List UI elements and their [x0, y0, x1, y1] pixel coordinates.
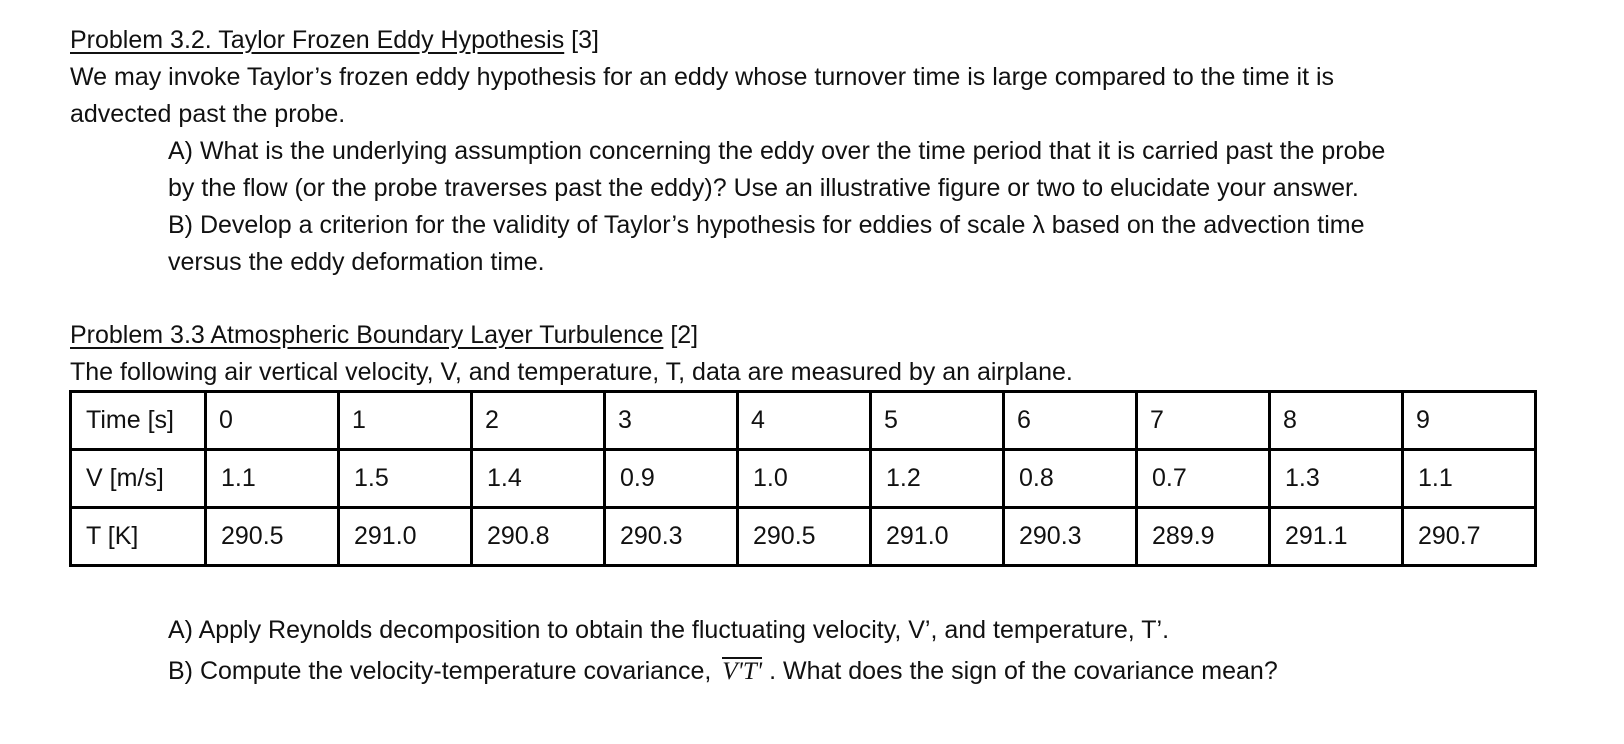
table-cell: 8 — [1270, 392, 1403, 450]
table-cell: 1.0 — [738, 450, 871, 508]
problem-3-2-part-b-line-2: versus the eddy deformation time. — [168, 248, 545, 276]
table-cell: 290.7 — [1403, 508, 1536, 566]
problem-3-2-intro-line-2: advected past the probe. — [70, 100, 346, 128]
row-label-time: Time [s] — [71, 392, 206, 450]
measurement-table — [69, 390, 1537, 567]
table-cell: 1.4 — [472, 450, 605, 508]
table-cell: 290.5 — [738, 508, 871, 566]
table-cell: 6 — [1004, 392, 1137, 450]
table-row-temperature — [71, 508, 1536, 566]
problem-3-2-part-a-line-1: A) What is the underlying assumption concerning the eddy over the time period that it is carried past the probe — [168, 137, 1386, 165]
problem-3-2-part-b-line-1: B) Develop a criterion for the validity of Taylor’s hypothesis for eddies of scale λ based on the advection time — [168, 211, 1365, 239]
table-cell: 1.2 — [871, 450, 1004, 508]
table-cell: 3 — [605, 392, 738, 450]
part-b-suffix: . What does the sign of the covariance mean? — [769, 657, 1278, 685]
table-cell: 1.3 — [1270, 450, 1403, 508]
problem-3-3-heading — [70, 320, 698, 350]
covariance-symbol: V'T' — [722, 658, 763, 685]
table-row-time — [71, 392, 1536, 450]
table-cell: 2 — [472, 392, 605, 450]
table-cell: 0.7 — [1137, 450, 1270, 508]
table-cell: 0.8 — [1004, 450, 1137, 508]
problem-3-2-title: Problem 3.2. Taylor Frozen Eddy Hypothesis — [70, 26, 565, 54]
problem-3-3-part-a: A) Apply Reynolds decomposition to obtain the fluctuating velocity, V’, and temperature, T’. — [168, 616, 1170, 644]
measurement-table-wrapper — [69, 390, 1537, 567]
row-label-temperature: T [K] — [71, 508, 206, 566]
problem-3-2-points: [3] — [564, 26, 599, 54]
problem-3-2-heading — [70, 25, 599, 55]
table-cell: 291.0 — [339, 508, 472, 566]
table-cell: 5 — [871, 392, 1004, 450]
table-cell: 290.3 — [1004, 508, 1137, 566]
table-row-velocity — [71, 450, 1536, 508]
problem-3-2-intro-line-1: We may invoke Taylor’s frozen eddy hypothesis for an eddy whose turnover time is large compared to the time it is — [70, 63, 1335, 91]
table-cell: 290.8 — [472, 508, 605, 566]
table-cell: 0.9 — [605, 450, 738, 508]
problem-3-3-intro: The following air vertical velocity, V, and temperature, T, data are measured by an airplane. — [70, 358, 1073, 386]
table-cell: 1.1 — [1403, 450, 1536, 508]
table-cell: 290.5 — [206, 508, 339, 566]
table-cell: 7 — [1137, 392, 1270, 450]
table-cell: 1.1 — [206, 450, 339, 508]
table-cell: 0 — [206, 392, 339, 450]
problem-3-3-title: Problem 3.3 Atmospheric Boundary Layer Turbulence — [70, 321, 664, 349]
part-b-prefix: B) Compute the velocity-temperature covariance, — [168, 657, 712, 685]
problem-3-3-part-b — [168, 656, 1278, 686]
table-cell: 291.0 — [871, 508, 1004, 566]
problem-3-3-points: [2] — [663, 321, 699, 349]
table-cell: 4 — [738, 392, 871, 450]
table-cell: 1 — [339, 392, 472, 450]
table-cell: 289.9 — [1137, 508, 1270, 566]
table-cell: 9 — [1403, 392, 1536, 450]
table-cell: 1.5 — [339, 450, 472, 508]
table-cell: 290.3 — [605, 508, 738, 566]
row-label-velocity: V [m/s] — [71, 450, 206, 508]
problem-3-2-part-a-line-2: by the flow (or the probe traverses past the eddy)? Use an illustrative figure or two to elucidate your answer. — [168, 174, 1359, 202]
table-cell: 291.1 — [1270, 508, 1403, 566]
